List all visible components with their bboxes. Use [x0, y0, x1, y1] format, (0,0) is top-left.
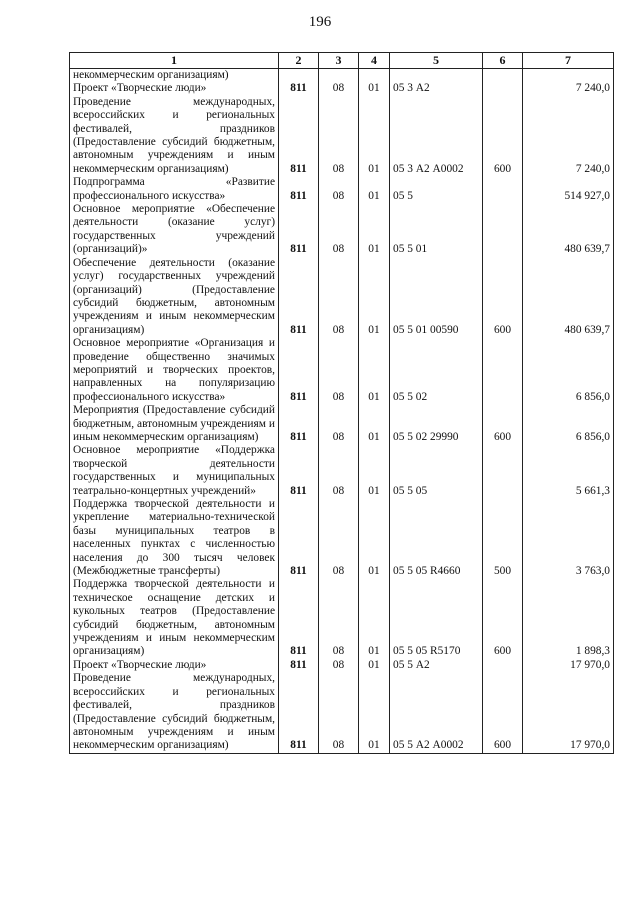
table-header [70, 53, 614, 69]
table-row [70, 257, 614, 337]
row-section-code: 08 [319, 404, 359, 444]
row-target-article: 05 5 А2 А0002 [390, 672, 483, 753]
row-name: Проведение международных, всероссийских и региональных фестивалей, праздников (Предоставление субсидий бюджетным, автономным учреждениям и иным некоммерческим организациям) [70, 96, 279, 176]
row-section-code: 08 [319, 498, 359, 578]
row-subsection-code [359, 69, 390, 83]
row-section-code: 08 [319, 444, 359, 498]
row-name: Подпрограмма «Развитие профессионального искусства» [70, 176, 279, 203]
header-row [70, 53, 614, 69]
row-expense-type: 600 [483, 578, 523, 658]
row-ministry-code: 811 [279, 444, 319, 498]
row-subsection-code: 01 [359, 659, 390, 672]
row-name: Основное мероприятие «Поддержка творческой деятельности государственных и муниципальных театрально-концертных учреждений» [70, 444, 279, 498]
row-target-article: 05 5 [390, 176, 483, 203]
row-expense-type: 600 [483, 404, 523, 444]
row-expense-type [483, 203, 523, 257]
row-ministry-code: 811 [279, 337, 319, 404]
row-ministry-code: 811 [279, 672, 319, 753]
row-name: Проект «Творческие люди» [70, 82, 279, 95]
row-name: Поддержка творческой деятельности и техническое оснащение детских и кукольных театров (Предоставление субсидий бюджетным, автономным учреждениям и иным некоммерческим организациям) [70, 578, 279, 658]
row-amount: 6 856,0 [523, 404, 614, 444]
row-name: некоммерческим организациям) [70, 69, 279, 83]
row-section-code: 08 [319, 176, 359, 203]
row-ministry-code: 811 [279, 96, 319, 176]
row-amount: 5 661,3 [523, 444, 614, 498]
table-body [70, 69, 614, 754]
table-row [70, 176, 614, 203]
row-expense-type: 600 [483, 672, 523, 753]
row-target-article: 05 5 05 R4660 [390, 498, 483, 578]
row-section-code [319, 69, 359, 83]
table-row [70, 578, 614, 658]
row-expense-type: 600 [483, 257, 523, 337]
column-header-5: 5 [390, 53, 483, 69]
row-subsection-code: 01 [359, 176, 390, 203]
row-name: Мероприятия (Предоставление субсидий бюджетным, автономным учреждениям и иным некоммерческим организациям) [70, 404, 279, 444]
table-row [70, 82, 614, 95]
row-ministry-code: 811 [279, 659, 319, 672]
row-target-article: 05 5 02 29990 [390, 404, 483, 444]
row-target-article: 05 5 01 [390, 203, 483, 257]
row-name: Основное мероприятие «Обеспечение деятельности (оказание услуг) государственных учреждений (организаций)» [70, 203, 279, 257]
row-amount: 6 856,0 [523, 337, 614, 404]
row-section-code: 08 [319, 96, 359, 176]
row-section-code: 08 [319, 203, 359, 257]
row-ministry-code: 811 [279, 257, 319, 337]
row-subsection-code: 01 [359, 96, 390, 176]
row-target-article: 05 5 01 00590 [390, 257, 483, 337]
table-row [70, 337, 614, 404]
row-section-code: 08 [319, 257, 359, 337]
row-ministry-code: 811 [279, 203, 319, 257]
column-header-1: 1 [70, 53, 279, 69]
row-target-article: 05 3 А2 А0002 [390, 96, 483, 176]
row-ministry-code: 811 [279, 498, 319, 578]
row-section-code: 08 [319, 82, 359, 95]
row-name: Проект «Творческие люди» [70, 659, 279, 672]
row-amount: 3 763,0 [523, 498, 614, 578]
row-target-article: 05 5 А2 [390, 659, 483, 672]
column-header-3: 3 [319, 53, 359, 69]
row-expense-type: 600 [483, 96, 523, 176]
table-row [70, 404, 614, 444]
row-subsection-code: 01 [359, 82, 390, 95]
row-subsection-code: 01 [359, 578, 390, 658]
budget-table [69, 52, 614, 754]
row-expense-type [483, 659, 523, 672]
row-target-article: 05 5 02 [390, 337, 483, 404]
row-amount: 480 639,7 [523, 257, 614, 337]
row-section-code: 08 [319, 337, 359, 404]
row-section-code: 08 [319, 672, 359, 753]
row-amount: 7 240,0 [523, 82, 614, 95]
row-name: Обеспечение деятельности (оказание услуг) государственных учреждений (организаций) (Предоставление субсидий бюджетным, автономным учреждениям и иным некоммерческим организациям) [70, 257, 279, 337]
row-amount [523, 69, 614, 83]
row-name: Проведение международных, всероссийских и региональных фестивалей, праздников (Предоставление субсидий бюджетным, автономным учреждениям и иным некоммерческим организациям) [70, 672, 279, 753]
row-target-article: 05 3 А2 [390, 82, 483, 95]
row-name: Поддержка творческой деятельности и укрепление материально-технической базы муниципальных театров в населенных пунктах с численностью населения до 300 тысяч человек (Межбюджетные трансферты) [70, 498, 279, 578]
table-row [70, 659, 614, 672]
row-subsection-code: 01 [359, 257, 390, 337]
row-expense-type [483, 82, 523, 95]
table-row [70, 672, 614, 753]
row-amount: 17 970,0 [523, 659, 614, 672]
table-row [70, 69, 614, 83]
row-section-code: 08 [319, 659, 359, 672]
row-expense-type [483, 176, 523, 203]
table-row [70, 96, 614, 176]
column-header-2: 2 [279, 53, 319, 69]
row-subsection-code: 01 [359, 404, 390, 444]
row-subsection-code: 01 [359, 444, 390, 498]
row-target-article [390, 69, 483, 83]
row-target-article: 05 5 05 [390, 444, 483, 498]
row-amount: 480 639,7 [523, 203, 614, 257]
row-target-article: 05 5 05 R5170 [390, 578, 483, 658]
row-ministry-code: 811 [279, 404, 319, 444]
column-header-6: 6 [483, 53, 523, 69]
row-ministry-code [279, 69, 319, 83]
table-row [70, 498, 614, 578]
row-ministry-code: 811 [279, 82, 319, 95]
row-subsection-code: 01 [359, 203, 390, 257]
row-name: Основное мероприятие «Организация и проведение общественно значимых мероприятий и творческих проектов, направленных на популяризацию профессионального искусства» [70, 337, 279, 404]
row-amount: 1 898,3 [523, 578, 614, 658]
row-ministry-code: 811 [279, 176, 319, 203]
column-header-4: 4 [359, 53, 390, 69]
table-row [70, 203, 614, 257]
row-expense-type [483, 337, 523, 404]
row-subsection-code: 01 [359, 498, 390, 578]
column-header-7: 7 [523, 53, 614, 69]
row-subsection-code: 01 [359, 337, 390, 404]
row-amount: 514 927,0 [523, 176, 614, 203]
row-expense-type [483, 69, 523, 83]
row-amount: 7 240,0 [523, 96, 614, 176]
row-expense-type [483, 444, 523, 498]
row-section-code: 08 [319, 578, 359, 658]
row-expense-type: 500 [483, 498, 523, 578]
row-amount: 17 970,0 [523, 672, 614, 753]
page-number: 196 [308, 14, 332, 30]
table-row [70, 444, 614, 498]
row-ministry-code: 811 [279, 578, 319, 658]
row-subsection-code: 01 [359, 672, 390, 753]
